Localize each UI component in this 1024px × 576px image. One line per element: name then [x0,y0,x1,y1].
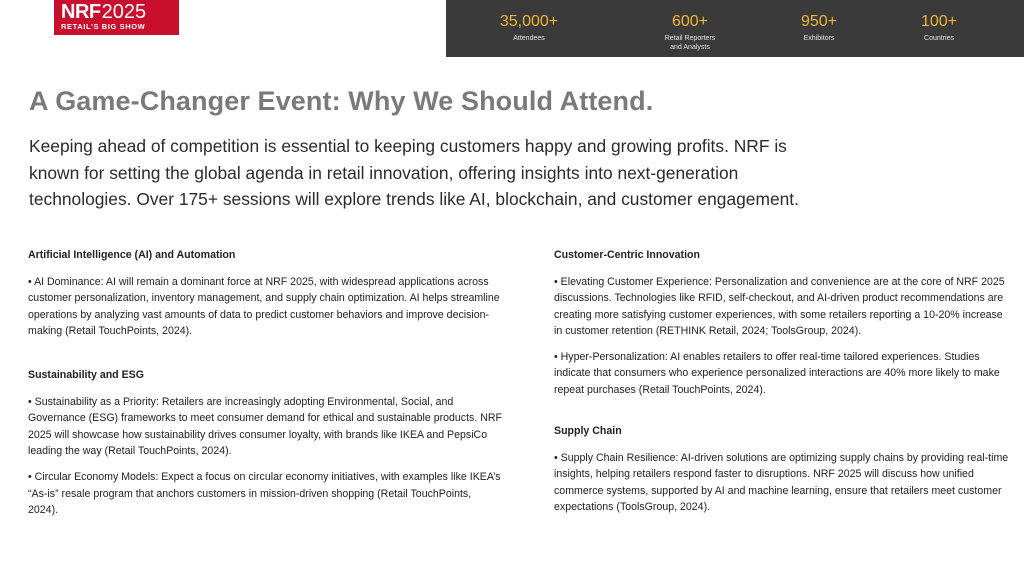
stat-value: 600+ [671,13,709,30]
logo-tagline: RETAIL'S BIG SHOW [61,22,146,31]
stat-label: Attendees [513,35,545,42]
stat-value: 35,000+ [499,13,559,30]
left-column [28,247,504,518]
stat-reporters [640,13,740,52]
bullet-circular-economy: • Circular Economy Models: Expect a focus on circular economy initiatives, with examples like IKEA’s “As-is” resale program that anchors customers in mission-driven shopping (Retail TouchPoints, 2024). [28,471,501,516]
bullet-customer-experience: • Elevating Customer Experience: Personalization and convenience are at the core of NRF 2025 discussions. Technologies like RFID, self-checkout, and AI-driven product recommendations are creating more satisfying customer experiences, with some retailers reporting a 10-20% increase in customer retention (RETHINK Retail, 2024; ToolsGroup, 2024). [554,276,1005,337]
section-heading-supply-chain: Supply Chain [554,425,622,438]
right-column [554,247,1010,515]
nrf-logo [54,0,179,35]
stat-exhibitors [769,13,869,43]
stat-label: Countries [924,35,954,42]
section-heading-customer: Customer-Centric Innovation [554,249,700,261]
stat-value: 100+ [920,13,958,30]
stat-countries [889,13,989,43]
stat-label: Retail Reporters and Analysts [664,35,716,51]
page-title: A Game-Changer Event: Why We Should Attend. [29,86,654,116]
bullet-sustainability-priority: • Sustainability as a Priority: Retailers are increasingly adopting Environmental, Social, and Governance (ESG) frameworks to meet consumer demand for ethical and sustainable products. NRF 2025 will showcase how sustainability drives consumer loyalty, with brands like IKEA and PepsiCo leading the way (Retail TouchPoints, 2024). [28,396,502,458]
stat-attendees [479,13,579,43]
stats-bar [446,0,1024,57]
intro-paragraph: Keeping ahead of competition is essential to keeping customers happy and growing profits. NRF is known for setting the global agenda in retail innovation, offering insights into next-generation technologies. Over 175+ sessions will explore trends like AI, blockchain, and customer engagement. [29,136,799,209]
stat-value: 950+ [800,13,838,30]
bullet-hyper-personalization: • Hyper-Personalization: AI enables retailers to offer real-time tailored experiences. Studies indicate that consumers who experience personalized interactions are 40% more likely to make repeat purchases (Retail TouchPoints, 2024). [554,351,1000,396]
stat-label: Exhibitors [803,35,835,42]
section-heading-sustainability: Sustainability and ESG [28,369,144,382]
logo-year: 2025 [101,1,147,23]
bullet-ai-dominance: • AI Dominance: AI will remain a dominant force at NRF 2025, with widespread applications across customer personalization, inventory management, and supply chain optimization. AI helps streamline operations by analyzing vast amounts of data to predict customer behaviors and improve decision-making (Retail TouchPoints, 2024). [28,276,500,337]
section-heading-ai: Artificial Intelligence (AI) and Automation [28,249,236,261]
bullet-supply-chain-resilience: • Supply Chain Resilience: AI-driven solutions are optimizing supply chains by providing real-time insights, helping retailers respond faster to disruptions. NRF 2025 will discuss how unified commerce systems, supported by AI and machine learning, ensure that retailers meet customer expectations (ToolsGroup, 2024). [554,452,1009,513]
logo-brand: NRF [61,1,101,23]
